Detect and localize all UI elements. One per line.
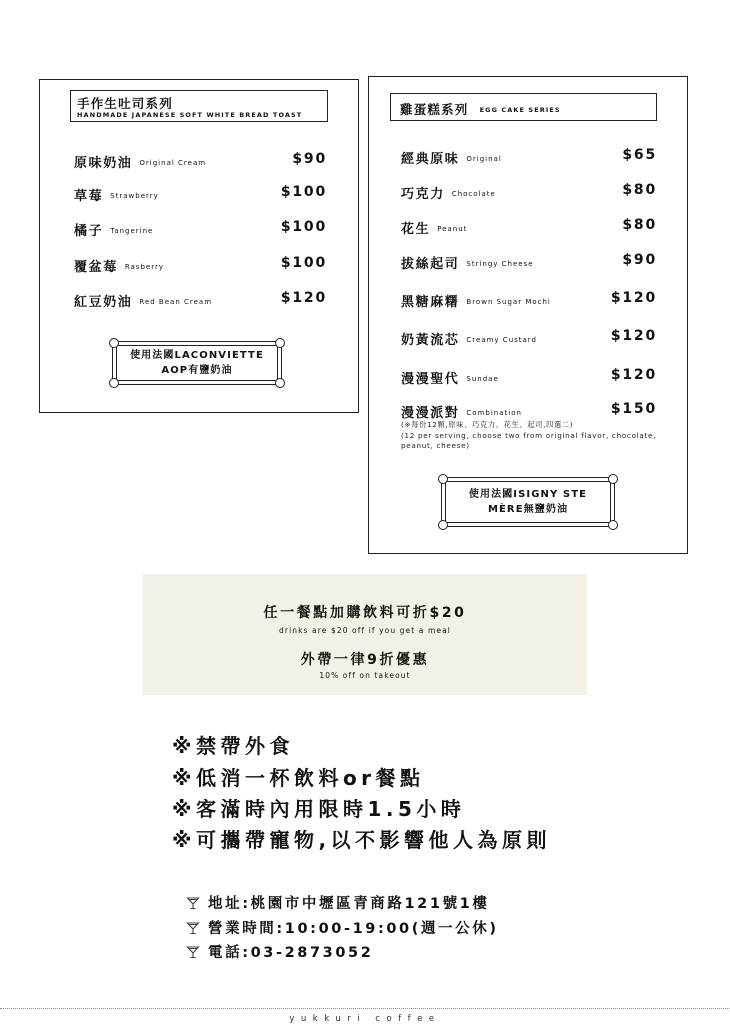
cocktail-glass-icon bbox=[186, 896, 200, 910]
promo-takeout-discount-en: 10% off on takeout bbox=[319, 671, 411, 680]
item-name-en: Brown Sugar Mochi bbox=[466, 298, 551, 306]
item-price: $80 bbox=[622, 182, 657, 198]
item-price: $100 bbox=[280, 219, 327, 235]
item-name: 花生 bbox=[401, 222, 431, 237]
promo-drink-discount-en: drinks are $20 off if you get a meal bbox=[279, 626, 451, 635]
item-name: 黑糖麻糬 bbox=[401, 295, 460, 310]
house-rule: ※禁帶外食 bbox=[172, 734, 294, 758]
menu-item-red-bean-cream bbox=[40, 291, 358, 311]
item-name-en: Red Bean Cream bbox=[139, 298, 213, 306]
menu-item-sundae bbox=[369, 368, 687, 388]
butter-plaque bbox=[441, 477, 615, 527]
menu-item-brown-sugar-mochi bbox=[369, 291, 687, 311]
egg-cake-title-en: EGG CAKE SERIES bbox=[479, 106, 561, 114]
item-name: 漫漫派對 bbox=[401, 406, 460, 421]
item-name-en: Tangerine bbox=[110, 227, 154, 235]
item-price: $120 bbox=[610, 290, 657, 306]
item-price: $80 bbox=[622, 217, 657, 233]
store-address bbox=[186, 892, 489, 913]
item-name: 草莓 bbox=[74, 189, 104, 204]
menu-item-combination bbox=[369, 402, 687, 422]
item-name: 橘子 bbox=[74, 224, 104, 239]
item-price: $90 bbox=[622, 252, 657, 268]
menu-item-rasberry bbox=[40, 256, 358, 276]
plaque-line-2: MÈRE無鹽奶油 bbox=[487, 504, 569, 515]
cocktail-glass-icon bbox=[186, 921, 200, 935]
house-rule: ※可攜帶寵物,以不影響他人為原則 bbox=[172, 828, 552, 852]
item-name-en: Stringy Cheese bbox=[466, 260, 534, 268]
item-name: 巧克力 bbox=[401, 187, 445, 202]
item-name-en: Chocolate bbox=[451, 190, 496, 198]
hours-text: 營業時間:10:00-19:00(週一公休) bbox=[208, 921, 499, 937]
item-name-en: Strawberry bbox=[110, 192, 159, 200]
item-name-en: Combination bbox=[466, 409, 522, 417]
house-rule: ※客滿時內用限時1.5小時 bbox=[172, 797, 466, 821]
footer-divider bbox=[0, 1008, 730, 1009]
item-name-en: Sundae bbox=[466, 375, 499, 383]
plaque-line-1: 使用法國LACONVIETTE bbox=[130, 350, 264, 361]
store-phone bbox=[186, 941, 373, 962]
combination-note-en: (12 per serving, choose two from original flavor, chocolate, peanut, cheese) bbox=[401, 430, 657, 450]
plaque-line-2: AOP有鹽奶油 bbox=[161, 365, 233, 376]
store-hours bbox=[186, 917, 499, 938]
promo-drink-discount: 任一餐點加購飲料可折$20 bbox=[263, 605, 467, 621]
toast-section-title bbox=[70, 90, 328, 122]
item-name-en: Original bbox=[466, 155, 502, 163]
item-name: 漫漫聖代 bbox=[401, 372, 460, 387]
egg-cake-menu-panel bbox=[368, 76, 688, 554]
item-name: 拔絲起司 bbox=[401, 257, 460, 272]
menu-item-creamy-custard bbox=[369, 329, 687, 349]
toast-title-zh: 手作生吐司系列 bbox=[77, 96, 173, 111]
item-name-en: Creamy Custard bbox=[466, 336, 538, 344]
item-price: $120 bbox=[610, 367, 657, 383]
item-price: $65 bbox=[622, 147, 657, 163]
item-name-en: Original Cream bbox=[139, 159, 207, 167]
menu-item-tangerine bbox=[40, 220, 358, 240]
item-price: $100 bbox=[280, 184, 327, 200]
menu-item-stringy-cheese bbox=[369, 253, 687, 273]
address-text: 地址:桃園市中壢區青商路121號1樓 bbox=[208, 896, 490, 912]
item-price: $90 bbox=[292, 151, 327, 167]
menu-item-original-cream bbox=[40, 152, 358, 172]
phone-text: 電話:03-2873052 bbox=[208, 945, 374, 961]
item-name: 原味奶油 bbox=[74, 156, 133, 171]
item-price: $120 bbox=[610, 328, 657, 344]
toast-menu-panel bbox=[39, 79, 359, 413]
item-name: 覆盆莓 bbox=[74, 260, 118, 275]
toast-title-en: HANDMADE JAPANESE SOFT WHITE BREAD TOAST bbox=[77, 111, 303, 119]
combination-note bbox=[401, 420, 671, 452]
egg-cake-section-title bbox=[390, 93, 657, 121]
item-name: 經典原味 bbox=[401, 152, 460, 167]
egg-cake-title-zh: 雞蛋糕系列 bbox=[400, 102, 469, 117]
item-name: 奶黃流芯 bbox=[401, 333, 460, 348]
menu-item-chocolate bbox=[369, 183, 687, 203]
cocktail-glass-icon bbox=[186, 945, 200, 959]
item-name: 紅豆奶油 bbox=[74, 295, 133, 310]
house-rule: ※低消一杯飲料or餐點 bbox=[172, 766, 425, 790]
menu-item-strawberry bbox=[40, 185, 358, 205]
promo-takeout-discount: 外帶一律9折優惠 bbox=[300, 652, 430, 668]
footer-brand: yukkuri coffee bbox=[289, 1014, 441, 1024]
menu-item-original bbox=[369, 148, 687, 168]
menu-item-peanut bbox=[369, 218, 687, 238]
item-name-en: Rasberry bbox=[124, 263, 164, 271]
promo-banner bbox=[143, 574, 587, 695]
plaque-line-1: 使用法國ISIGNY STE bbox=[468, 489, 588, 500]
item-price: $100 bbox=[280, 255, 327, 271]
item-price: $150 bbox=[610, 401, 657, 417]
item-price: $120 bbox=[280, 290, 327, 306]
item-name-en: Peanut bbox=[437, 225, 468, 233]
combination-note-zh: (※每份12顆,原味、巧克力、花生、起司,四選二) bbox=[401, 420, 574, 429]
butter-plaque bbox=[112, 341, 282, 385]
